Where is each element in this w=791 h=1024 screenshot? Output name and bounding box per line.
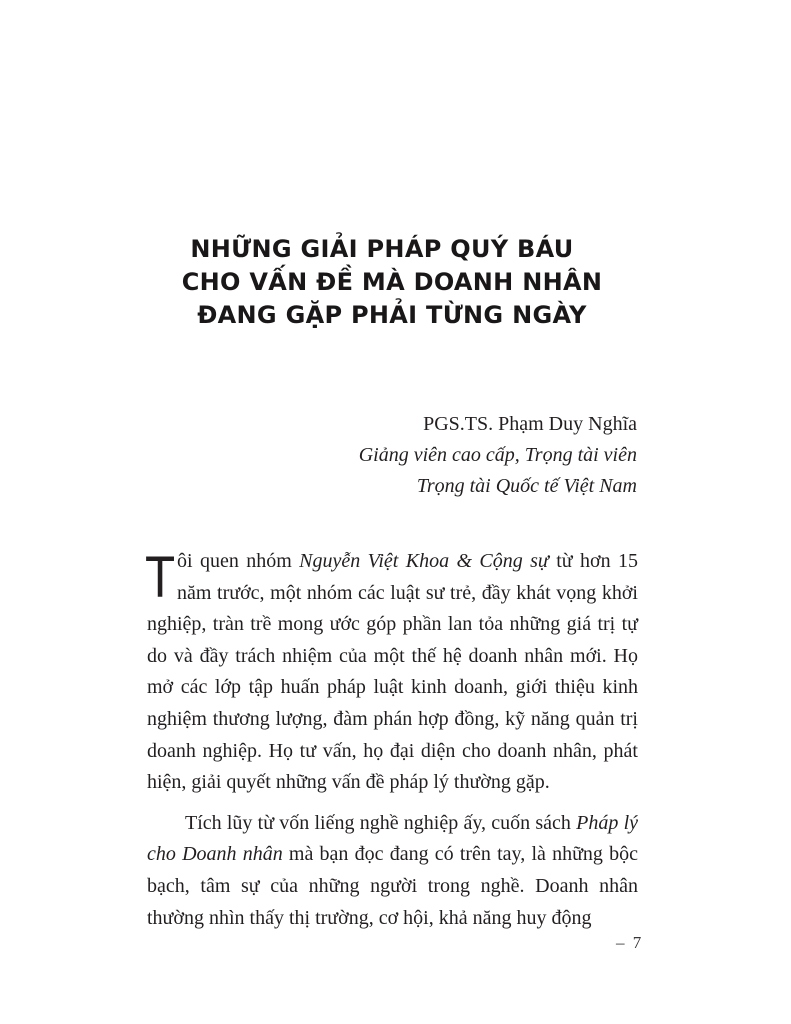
title-line-3: ĐANG GẶP PHẢI TỪNG NGÀY xyxy=(197,301,587,329)
chapter-title xyxy=(150,233,630,332)
book-title: Pháp lý cho Doanh nhân xyxy=(147,811,638,866)
paragraph-2 xyxy=(147,808,638,934)
paragraph-1-text-rest: từ hơn 15 năm trước, một nhóm các luật sư trẻ, đầy khát vọng khởi nghiệp, tràn trề mong ước góp phần lan tỏa những giá trị tự do và đầy trách nhiệm của một thế hệ doanh nhân mới. Họ mở các lớp tập huấn pháp luật kinh doanh, giới thiệu kinh nghiệm thương lượng, đàm phán hợp đồng, kỹ năng quản trị doanh nghiệp. Họ tư vấn, họ đại diện cho doanh nhân, phát hiện, giải quyết những vấn đề pháp lý thường gặp. xyxy=(147,550,638,794)
paragraph-2-text-rest: mà bạn đọc đang có trên tay, là những bộc bạch, tâm sự của những người trong nghề. Doanh nhân thường nhìn thấy thị trường, cơ hội, khả năng huy động xyxy=(147,843,638,929)
author-byline xyxy=(359,409,637,502)
paragraph-2-text-start: Tích lũy từ vốn liếng nghề nghiệp ấy, cuốn sách xyxy=(185,811,577,834)
author-role-1: Giảng viên cao cấp, Trọng tài viên xyxy=(358,444,637,466)
drop-cap: T xyxy=(145,545,176,610)
title-line-1: NHỮNG GIẢI PHÁP QUÝ BÁU xyxy=(190,235,574,263)
firm-name: Nguyễn Việt Khoa & Cộng sự xyxy=(299,550,549,572)
body-text xyxy=(147,546,638,934)
author-name: PGS.TS. Phạm Duy Nghĩa xyxy=(423,413,637,435)
paragraph-1-text-start: ôi quen nhóm xyxy=(177,550,300,572)
title-line-2: CHO VẤN ĐỀ MÀ DOANH NHÂN xyxy=(181,268,603,296)
author-role-2: Trọng tài Quốc tế Việt Nam xyxy=(416,475,637,497)
page-number: – 7 xyxy=(616,933,644,952)
paragraph-1 xyxy=(147,546,638,799)
